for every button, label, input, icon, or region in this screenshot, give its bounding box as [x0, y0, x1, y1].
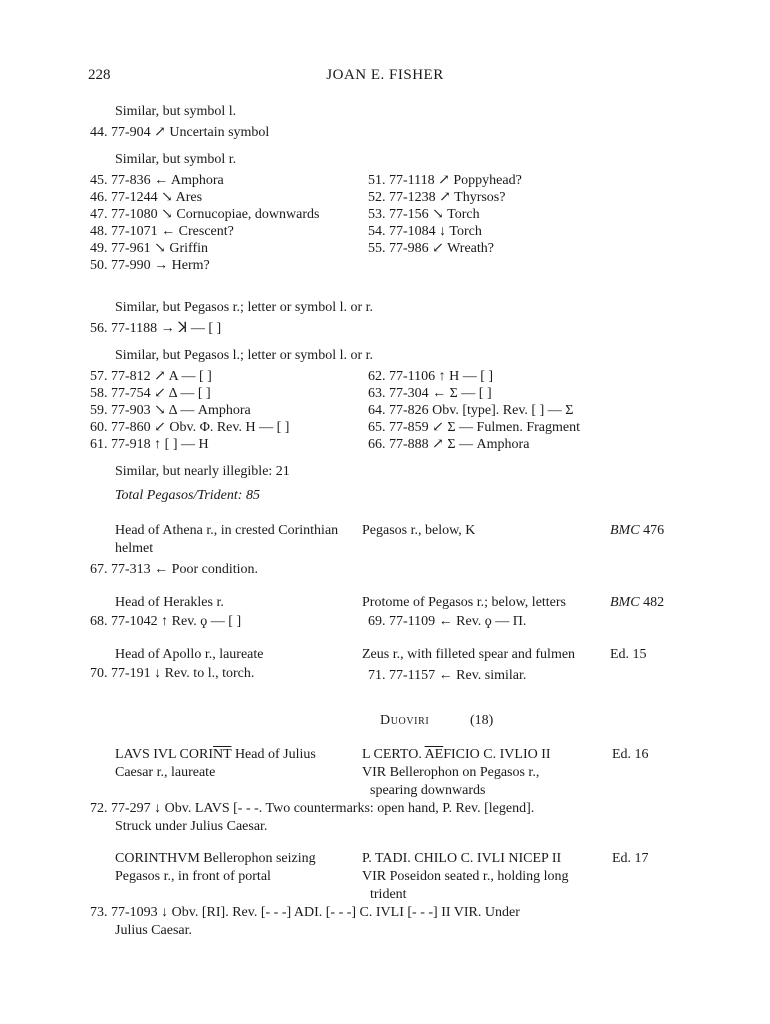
obverse-legend-ligature: $\overline{NT}$ — [213, 747, 232, 762]
catalogue-entry: 44. 77-904 ↗ Uncertain symbol — [90, 125, 270, 140]
catalogue-entry: 67. 77-313 ← Poor condition. — [90, 562, 258, 577]
catalogue-entry: 62. 77-1106 ↑ H — [ ] — [368, 369, 494, 384]
catalogue-entry: 59. 77-903 ↘ Δ — Amphora — [90, 403, 251, 418]
obverse-description: Caesar r., laureate — [115, 765, 216, 780]
catalogue-entry: 55. 77-986 ↙ Wreath? — [368, 241, 494, 256]
total-line: Total Pegasos/Trident: 85 — [115, 488, 260, 503]
obverse-description: Head of Apollo r., laureate — [115, 647, 264, 662]
section-count: (18) — [470, 713, 494, 728]
catalogue-entry: 61. 77-918 ↑ [ ] — H — [90, 437, 209, 452]
reverse-description: trident — [370, 887, 407, 902]
catalogue-entry: 57. 77-812 ↗ A — [ ] — [90, 369, 212, 384]
reference: Ed. 16 — [612, 747, 649, 762]
catalogue-entry: 56. 77-1188 → ꓘ — [ ] — [90, 321, 222, 336]
section-heading: Similar, but Pegasos r.; letter or symbol l. or r. — [115, 300, 374, 315]
catalogue-entry: 50. 77-990 → Herm? — [90, 258, 210, 273]
reverse-legend: FICIO C. IVLIO II — [443, 747, 551, 762]
catalogue-entry: 47. 77-1080 ↘ Cornucopiae, downwards — [90, 207, 320, 222]
catalogue-entry: Struck under Julius Caesar. — [115, 819, 268, 834]
catalogue-entry: 53. 77-156 ↘ Torch — [368, 207, 480, 222]
catalogue-entry: Julius Caesar. — [115, 923, 192, 938]
obverse-text: Head of Julius — [234, 747, 316, 762]
catalogue-entry: 70. 77-191 ↓ Rev. to l., torch. — [90, 666, 255, 681]
catalogue-entry: 68. 77-1042 ↑ Rev. ϙ — [ ] — [90, 614, 242, 629]
catalogue-entry: 49. 77-961 ↘ Griffin — [90, 241, 209, 256]
obverse-description — [115, 746, 316, 764]
reverse-legend-ligature: $\overline{AE}$ — [424, 747, 444, 762]
section-heading: Similar, but symbol l. — [115, 104, 237, 119]
obverse-legend: LAVS IVL CORI — [115, 747, 214, 762]
reverse-description: spearing downwards — [370, 783, 486, 798]
catalogue-entry: 48. 77-1071 ← Crescent? — [90, 224, 234, 239]
reference-abbrev: BMC — [610, 595, 640, 610]
catalogue-entry: 73. 77-1093 ↓ Obv. [RI]. Rev. [- - -] ADI. [- - -] C. IVLI [- - -] II VIR. Under — [90, 905, 520, 920]
reverse-description: Zeus r., with filleted spear and fulmen — [362, 647, 576, 662]
reverse-description: VIR Bellerophon on Pegasos r., — [362, 765, 540, 780]
section-heading: Similar, but symbol r. — [115, 152, 237, 167]
section-title: Duoviri — [380, 713, 430, 728]
catalogue-entry: 69. 77-1109 ← Rev. ϙ — Π. — [368, 614, 527, 629]
reference: Ed. 15 — [610, 647, 647, 662]
obverse-description — [115, 850, 316, 868]
reference-abbrev: BMC — [610, 523, 640, 538]
section-note: Similar, but nearly illegible: 21 — [115, 464, 290, 479]
reference: Ed. 17 — [612, 851, 649, 866]
obverse-text: Bellerophon seizing — [203, 851, 316, 866]
catalogue-entry: 46. 77-1244 ↘ Ares — [90, 190, 203, 205]
catalogue-entry: 63. 77-304 ← Σ — [ ] — [368, 386, 492, 401]
catalogue-entry: 65. 77-859 ↙ Σ — Fulmen. Fragment — [368, 420, 580, 435]
reverse-description: P. TADI. CHILO C. IVLI NICEP II — [362, 851, 562, 866]
obverse-description: Head of Herakles r. — [115, 595, 224, 610]
reference-number: 476 — [643, 523, 665, 538]
catalogue-entry: 64. 77-826 Obv. [type]. Rev. [ ] — Σ — [368, 403, 574, 418]
reference — [610, 594, 664, 612]
catalogue-entry: 72. 77-297 ↓ Obv. LAVS [- - -. Two countermarks: open hand, P. Rev. [legend]. — [90, 801, 535, 816]
obverse-description: Pegasos r., in front of portal — [115, 869, 271, 884]
obverse-legend: CORINTHVM — [115, 851, 200, 866]
catalogue-entry: 51. 77-1118 ↗ Poppyhead? — [368, 173, 522, 188]
catalogue-entry: 52. 77-1238 ↗ Thyrsos? — [368, 190, 506, 205]
page-number: 228 — [88, 67, 111, 83]
running-head: JOAN E. FISHER — [326, 67, 444, 83]
reverse-description — [362, 746, 551, 764]
reverse-description: Protome of Pegasos r.; below, letters — [362, 595, 567, 610]
obverse-description: Head of Athena r., in crested Corinthian helmet — [115, 523, 339, 556]
catalogue-entry: 66. 77-888 ↗ Σ — Amphora — [368, 437, 530, 452]
catalogue-entry: 54. 77-1084 ↓ Torch — [368, 224, 482, 239]
catalogue-entry: 60. 77-860 ↙ Obv. Φ. Rev. H — [ ] — [90, 420, 290, 435]
catalogue-entry: 71. 77-1157 ← Rev. similar. — [368, 668, 527, 683]
catalogue-entry: 45. 77-836 ← Amphora — [90, 173, 224, 188]
reference-number: 482 — [643, 595, 665, 610]
catalogue-entry: 58. 77-754 ↙ Δ — [ ] — [90, 386, 211, 401]
reference — [610, 522, 664, 540]
section-heading: Similar, but Pegasos l.; letter or symbol l. or r. — [115, 348, 374, 363]
reverse-legend: L CERTO. — [362, 747, 425, 762]
reverse-description: VIR Poseidon seated r., holding long — [362, 869, 569, 884]
reverse-description: Pegasos r., below, K — [362, 523, 476, 538]
